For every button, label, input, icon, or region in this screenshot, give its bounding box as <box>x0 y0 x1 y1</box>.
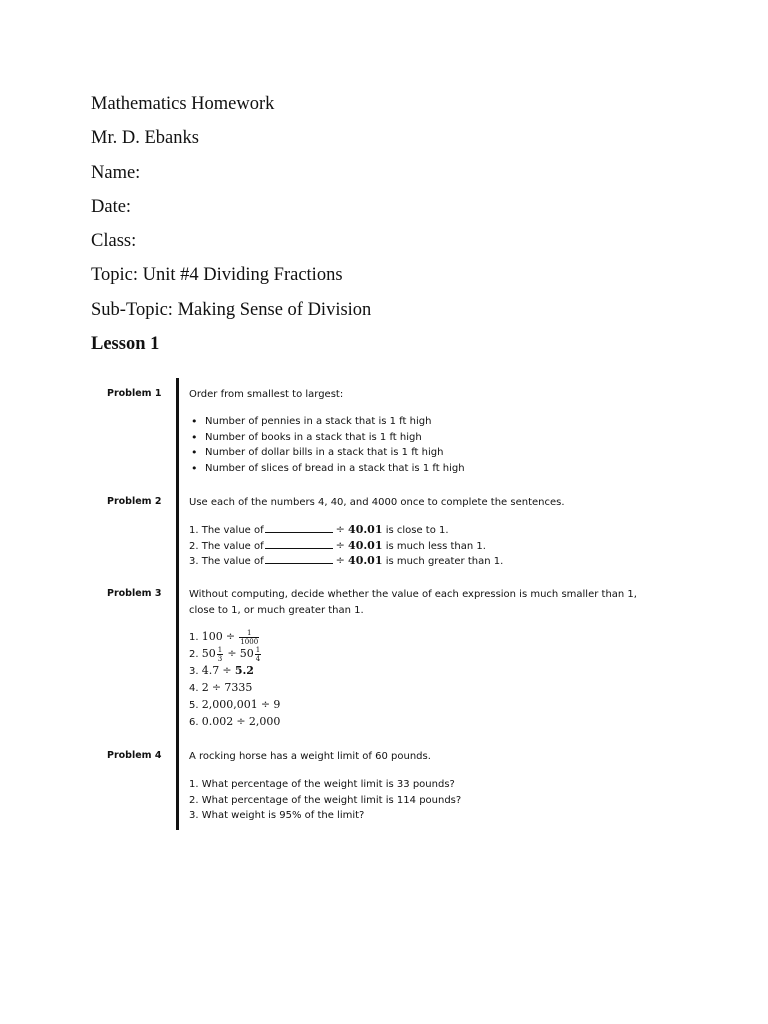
list-item: 3. 4.7 ÷ 5.2 <box>189 664 254 677</box>
class-label: Class: <box>91 231 137 252</box>
date-label: Date: <box>91 196 132 217</box>
divisor: 40.01 <box>348 554 383 568</box>
doc-title: Mathematics Homework <box>91 94 275 114</box>
problem-2-prompt: Use each of the numbers 4, 40, and 4000 once to complete the sentences. <box>189 497 565 508</box>
list-item: 2. What percentage of the weight limit is 114 pounds? <box>189 794 462 806</box>
list-item: • Number of books in a stack that is 1 ft high <box>189 430 465 446</box>
problem-4-prompt: A rocking horse has a weight limit of 60 pounds. <box>189 751 431 762</box>
sentence-start: 3. The value of <box>189 556 264 568</box>
student-name-label: Name: <box>91 162 141 183</box>
problem-4-label: Problem 4 <box>107 750 162 761</box>
problem-3-list <box>189 628 280 730</box>
list-item <box>189 538 503 554</box>
list-item: 6. 0.002 ÷ 2,000 <box>189 715 281 728</box>
list-item: 1. 100 ÷ $\frac{1}{1000}$ <box>189 628 259 646</box>
subtopic-line: Sub-Topic: Making Sense of Division <box>91 299 372 320</box>
answer-blank[interactable] <box>265 553 333 564</box>
sentence-end: is much greater than 1. <box>385 556 504 568</box>
list-item: 4. 2 ÷ 7335 <box>189 681 253 694</box>
answer-blank[interactable] <box>265 522 333 533</box>
list-item: • Number of dollar bills in a stack that is 1 ft high <box>189 445 465 461</box>
lesson-heading: Lesson 1 <box>91 334 160 355</box>
divide-sign: ÷ <box>335 554 345 568</box>
sentence-start: 1. The value of <box>189 525 264 536</box>
document-header <box>91 92 371 366</box>
problem-1-list <box>189 414 465 477</box>
problem-2-list <box>189 522 503 569</box>
divisor: 40.01 <box>348 538 383 552</box>
divider-line <box>176 378 179 830</box>
problem-1-label: Problem 1 <box>107 388 162 399</box>
problem-2-label: Problem 2 <box>107 496 162 507</box>
fraction: $\frac{1}{1000}$ <box>240 628 259 646</box>
list-item: • Number of pennies in a stack that is 1 ft high <box>189 414 465 430</box>
divide-sign: ÷ <box>335 538 345 552</box>
problem-3-label: Problem 3 <box>107 588 162 599</box>
fraction: $\frac{1}{4}$ <box>255 645 261 663</box>
problem-4-list <box>189 777 461 824</box>
sentence-end: is close to 1. <box>385 525 449 536</box>
list-item: 5. 2,000,001 ÷ 9 <box>189 698 281 711</box>
answer-blank[interactable] <box>265 538 333 549</box>
list-item <box>189 553 503 569</box>
fraction: $\frac{1}{3}$ <box>217 645 223 663</box>
topic-line: Topic: Unit #4 Dividing Fractions <box>91 265 343 286</box>
problem-1-prompt: Order from smallest to largest: <box>189 389 344 400</box>
list-item: 2. 50 $\frac{1}{3}$ ÷ 50 $\frac{1}{4}$ <box>189 645 261 663</box>
list-item <box>189 522 503 538</box>
divide-sign: ÷ <box>335 523 345 536</box>
list-item: 1. What percentage of the weight limit is 33 pounds? <box>189 779 455 790</box>
problem-3-prompt: Without computing, decide whether the value of each expression is much smaller than 1, close to 1, or much greater than 1. <box>189 589 637 616</box>
teacher-name: Mr. D. Ebanks <box>91 128 199 149</box>
sentence-start: 2. The value of <box>189 540 264 552</box>
divisor: 40.01 <box>348 523 383 536</box>
list-item: • Number of slices of bread in a stack that is 1 ft high <box>189 461 465 477</box>
sentence-end: is much less than 1. <box>385 540 486 552</box>
list-item: 3. What weight is 95% of the limit? <box>189 810 365 822</box>
